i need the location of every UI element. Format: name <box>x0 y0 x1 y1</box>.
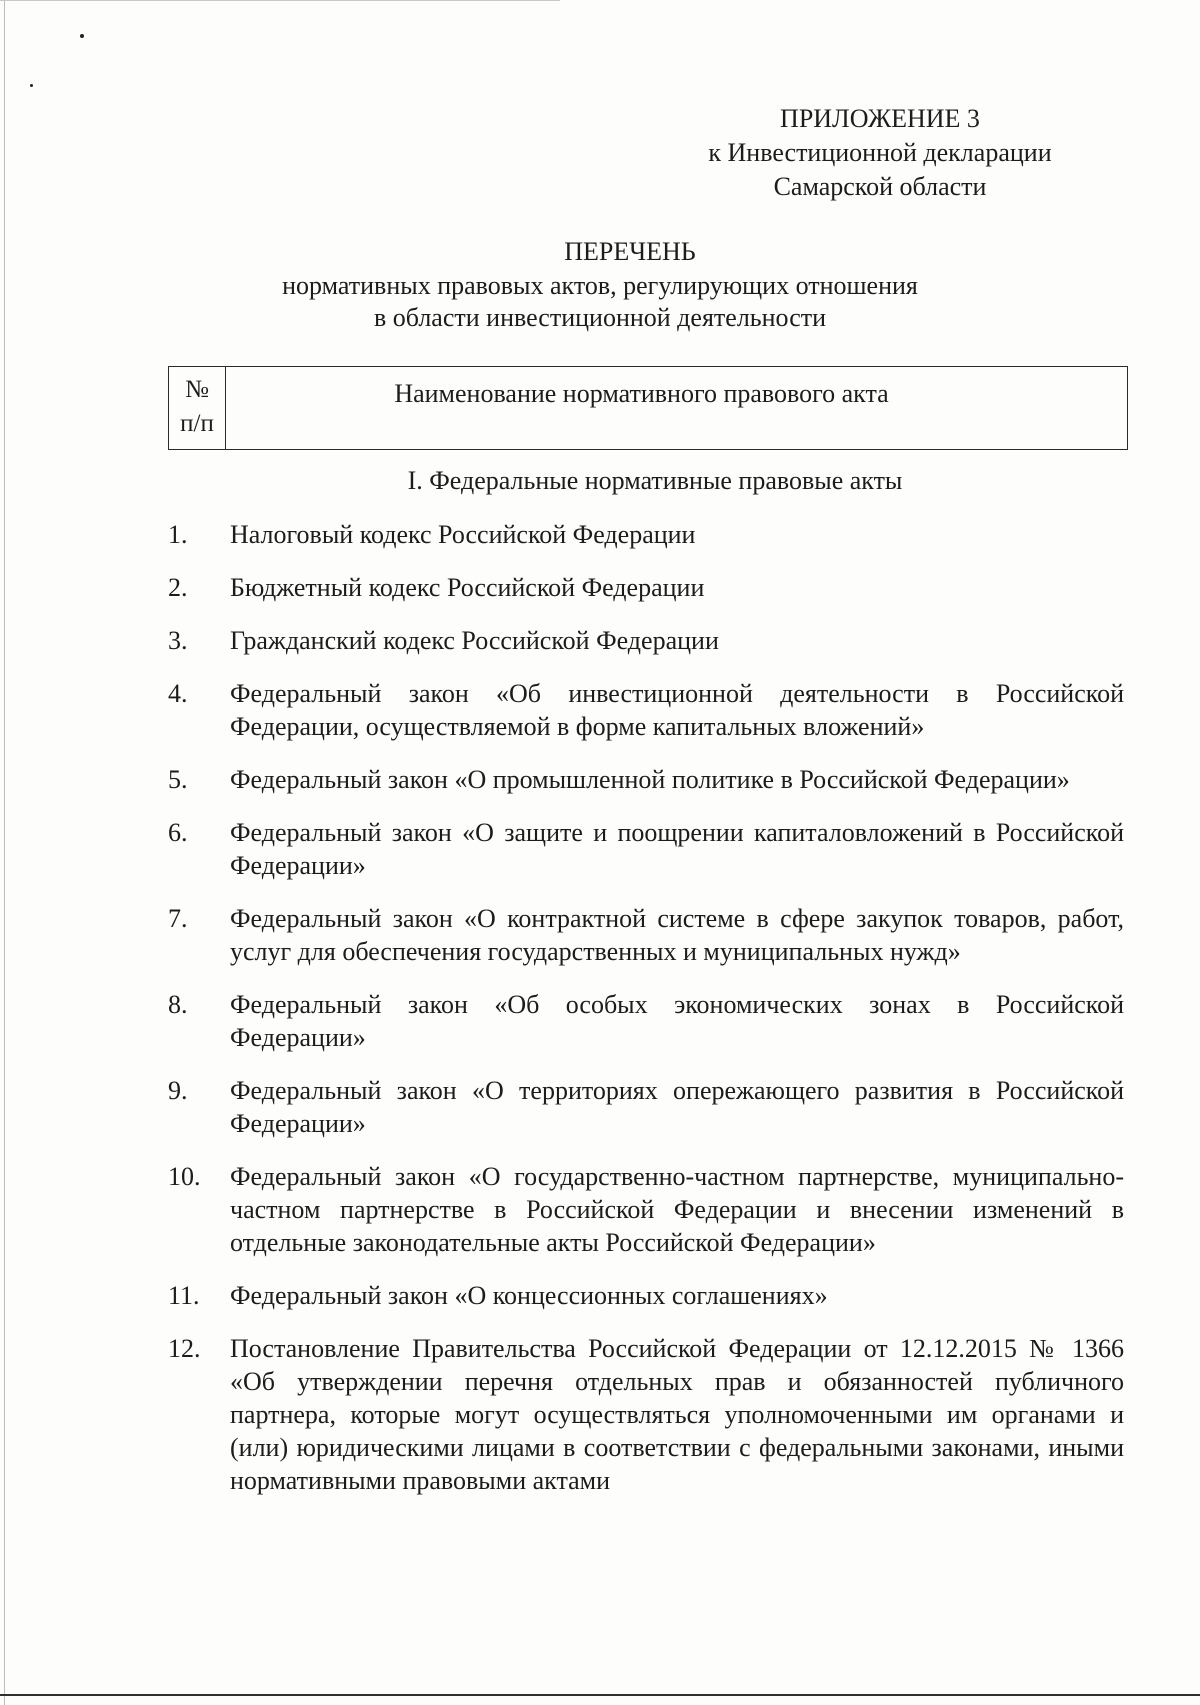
list-item-text: Федеральный закон «О промышленной политике в Российской Федерации» <box>230 765 1070 794</box>
list-item <box>168 518 1124 551</box>
list-item <box>168 1332 1124 1497</box>
acts-list <box>168 518 1124 1517</box>
column-header-number-line-1: № <box>185 376 209 403</box>
list-item <box>168 624 1124 657</box>
appendix-block <box>650 102 1110 204</box>
appendix-line-1: к Инвестиционной декларации <box>708 138 1052 167</box>
list-item <box>168 1074 1124 1140</box>
list-item-text: Налоговый кодекс Российской Федерации <box>230 520 696 549</box>
document-heading <box>0 236 1200 334</box>
document-subtitle-1: нормативных правовых актов, регулирующих отношения <box>282 271 918 300</box>
list-item-text: Федеральный закон «Об инвестиционной деятельности в Российской Федерации, осуществляемой в форме капитальных вложений» <box>230 679 1124 741</box>
list-item-number: 6. <box>168 818 188 847</box>
section-title: I. Федеральные нормативные правовые акты <box>407 466 903 495</box>
list-item <box>168 902 1124 968</box>
column-header-number <box>169 367 226 449</box>
list-item-number: 11. <box>168 1281 200 1310</box>
list-item <box>168 816 1124 882</box>
scan-bottom-line <box>0 1694 1200 1696</box>
list-item <box>168 988 1124 1054</box>
scan-top-line <box>0 0 560 1</box>
list-item <box>168 677 1124 743</box>
list-item-number: 3. <box>168 626 188 655</box>
list-item-text: Постановление Правительства Российской Федерации от 12.12.2015 № 1366 «Об утверждении перечня отдельных прав и обязанностей публичного партнера, которые могут осуществляться уполномоченными им органами и (или) юридическими лицами в соответствии с федеральными законами, иными нормативными правовыми актами <box>230 1334 1124 1495</box>
list-item-number: 5. <box>168 765 188 794</box>
list-item-number: 7. <box>168 904 188 933</box>
list-item-number: 4. <box>168 679 188 708</box>
list-item-text: Федеральный закон «О государственно-частном партнерстве, муниципально-частном партнерстве в Российской Федерации и внесении изменений в отдельные законодательные акты Российской Федерации» <box>230 1162 1124 1257</box>
list-item-text: Бюджетный кодекс Российской Федерации <box>230 573 705 602</box>
scan-speck <box>30 84 33 87</box>
list-item-text: Федеральный закон «О концессионных соглашениях» <box>230 1281 828 1310</box>
document-title: ПЕРЕЧЕНЬ <box>564 237 696 266</box>
list-item-number: 8. <box>168 990 188 1019</box>
list-item-text: Федеральный закон «О территориях опережающего развития в Российской Федерации» <box>230 1076 1124 1138</box>
list-item <box>168 1279 1124 1312</box>
list-item <box>168 1160 1124 1259</box>
appendix-line-2: Самарской области <box>773 172 987 201</box>
list-item <box>168 571 1124 604</box>
list-item-number: 9. <box>168 1076 188 1105</box>
column-header-name: Наименование нормативного правового акта <box>394 379 889 408</box>
list-item-text: Федеральный закон «Об особых экономических зонах в Российской Федерации» <box>230 990 1124 1052</box>
appendix-title: ПРИЛОЖЕНИЕ 3 <box>780 104 980 133</box>
list-item-number: 12. <box>168 1334 201 1363</box>
scan-speck <box>80 34 84 38</box>
list-item-text: Федеральный закон «О контрактной системе в сфере закупок товаров, работ, услуг для обеспечения государственных и муниципальных нужд» <box>230 904 1124 966</box>
list-item <box>168 763 1124 796</box>
list-item-text: Федеральный закон «О защите и поощрении капиталовложений в Российской Федерации» <box>230 818 1124 880</box>
list-item-number: 1. <box>168 520 188 549</box>
list-item-text: Гражданский кодекс Российской Федерации <box>230 626 719 655</box>
list-item-number: 10. <box>168 1162 201 1191</box>
column-header-number-line-2: п/п <box>180 410 214 437</box>
list-item-number: 2. <box>168 573 188 602</box>
document-subtitle-2: в области инвестиционной деятельности <box>373 303 827 332</box>
table-header <box>168 366 1128 450</box>
